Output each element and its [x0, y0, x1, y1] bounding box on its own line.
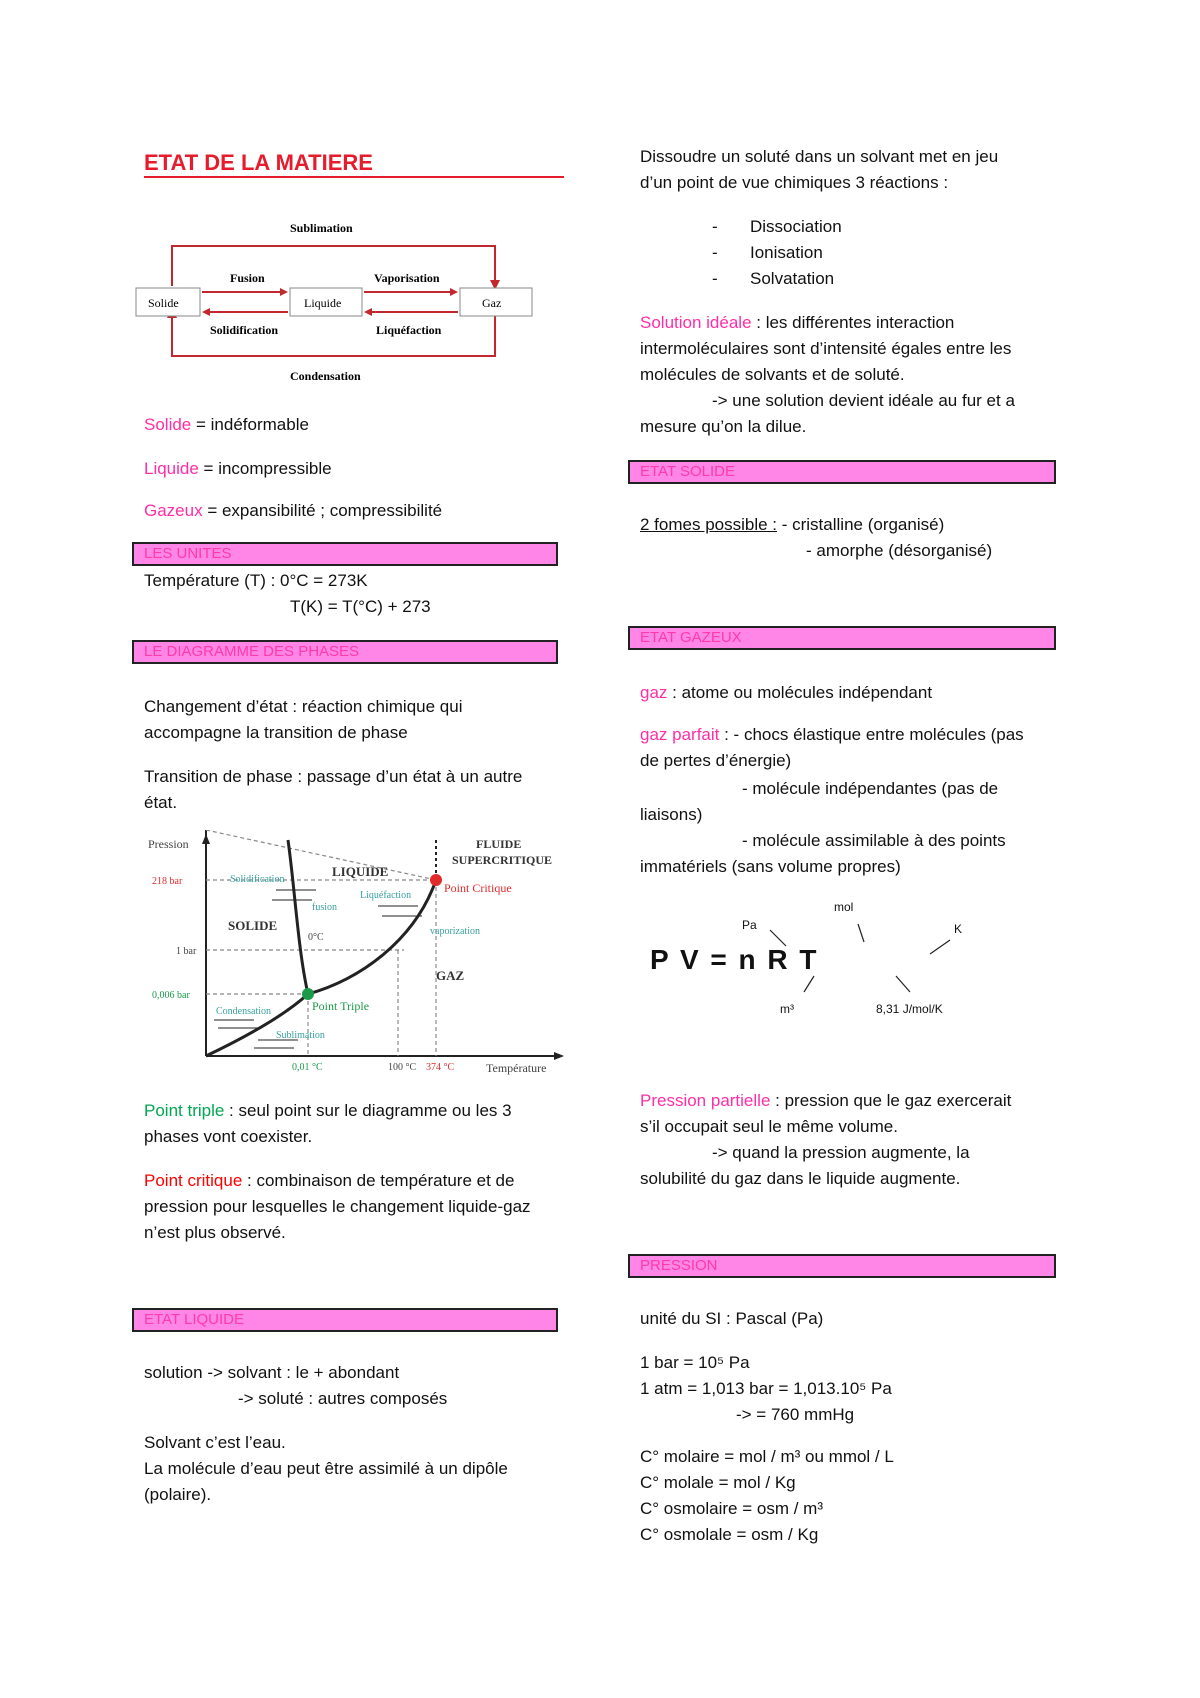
- pv-pa-label: Pa: [742, 918, 757, 932]
- changement-line-2: accompagne la transition de phase: [144, 723, 408, 742]
- si-line: unité du SI : Pascal (Pa): [640, 1309, 824, 1328]
- ideal-line-1: Solution idéale : les différentes interaction: [640, 313, 955, 332]
- point-critique-label: Point Critique: [444, 881, 512, 895]
- parfait-line-1: gaz parfait : - chocs élastique entre molécules (pas: [640, 725, 1024, 744]
- p-0006-label: 0,006 bar: [152, 990, 190, 1001]
- t-0-label: 0°C: [308, 932, 324, 943]
- t-001-label: 0,01 °C: [292, 1062, 323, 1073]
- changement-line-1: Changement d’état : réaction chimique qui: [144, 697, 463, 716]
- solution-line-1: solution -> solvant : le + abondant: [144, 1363, 400, 1382]
- fusion-arrow-label: fusion: [312, 902, 337, 913]
- reaction-2: Ionisation: [750, 243, 823, 262]
- sublimation-arrow-label: Sublimation: [276, 1030, 325, 1041]
- liquefaction-label: Liquéfaction: [376, 323, 442, 337]
- mmhg-line: -> = 760 mmHg: [736, 1405, 855, 1424]
- gaz-region-label: GAZ: [436, 968, 465, 983]
- x-axis-label: Température: [486, 1061, 547, 1075]
- section-header-liquide: ETAT LIQUIDE: [132, 1308, 558, 1332]
- c-line-4: C° osmolale = osm / Kg: [640, 1525, 819, 1544]
- point-triple-label: Point Triple: [312, 999, 370, 1013]
- point-critique-line-2: pression pour lesquelles le changement liquide-gaz: [144, 1197, 531, 1216]
- parfait-line-5: - molécule assimilable à des points: [742, 831, 1006, 850]
- point-critique-line-3: n’est plus observé.: [144, 1223, 286, 1242]
- box-solide-label: Solide: [148, 296, 179, 310]
- point-triple-line-2: phases vont coexister.: [144, 1127, 313, 1146]
- section-header-solide: ETAT SOLIDE: [628, 460, 1056, 484]
- formes-line-1: 2 fomes possible : - cristalline (organisé): [640, 515, 945, 534]
- def-solide: Solide = indéformable: [144, 415, 309, 434]
- ideal-line-3: molécules de solvants et de soluté.: [640, 365, 905, 384]
- solidification-arrow-label: Solidification: [230, 874, 285, 885]
- fusion-label: Fusion: [230, 271, 265, 285]
- pv-formula: P V = n R T: [650, 944, 819, 975]
- parfait-line-4: liaisons): [640, 805, 703, 824]
- reaction-2-dash: -: [712, 243, 718, 262]
- parfait-line-3: - molécule indépendantes (pas de: [742, 779, 999, 798]
- dipole-line-2: (polaire).: [144, 1485, 212, 1504]
- fluide-label: FLUIDE: [476, 837, 522, 851]
- t-100-label: 100 °C: [388, 1062, 417, 1073]
- parfait-line-6: immatériels (sans volume propres): [640, 857, 901, 876]
- point-critique-marker: [430, 874, 442, 886]
- page-title: ETAT DE LA MATIERE: [144, 150, 564, 178]
- condensation-label: Condensation: [290, 369, 361, 383]
- units-line-1: Température (T) : 0°C = 273K: [144, 571, 368, 590]
- solide-region-label: SOLIDE: [228, 918, 278, 933]
- units-line-2: T(K) = T(°C) + 273: [290, 597, 431, 616]
- solution-line-2: -> soluté : autres composés: [238, 1389, 448, 1408]
- partielle-line-3: -> quand la pression augmente, la: [712, 1143, 970, 1162]
- section-header-diagramme: LE DIAGRAMME DES PHASES: [132, 640, 558, 664]
- reaction-1: Dissociation: [750, 217, 842, 236]
- solvant-line: Solvant c’est l’eau.: [144, 1433, 286, 1452]
- p-1-label: 1 bar: [176, 946, 197, 957]
- pv-pointer-lines: [760, 920, 963, 1000]
- parfait-line-2: de pertes d’énergie): [640, 751, 792, 770]
- def-liquide: Liquide = incompressible: [144, 459, 332, 478]
- supercritique-label: SUPERCRITIQUE: [452, 853, 553, 867]
- point-critique-line-1: Point critique : combinaison de température et de: [144, 1171, 515, 1190]
- c-line-1: C° molaire = mol / m³ ou mmol / L: [640, 1447, 894, 1466]
- reaction-3-dash: -: [712, 269, 718, 288]
- liquide-region-label: LIQUIDE: [332, 864, 389, 879]
- condensation-arrow-label: Condensation: [216, 1006, 271, 1017]
- ideal-line-2: intermoléculaires sont d’intensité égales entre les: [640, 339, 1012, 358]
- reaction-1-dash: -: [712, 217, 718, 236]
- dipole-line-1: La molécule d’eau peut être assimilé à un dipôle: [144, 1459, 508, 1478]
- def-gazeux: Gazeux = expansibilité ; compressibilité: [144, 501, 443, 520]
- partielle-line-2: s’il occupait seul le même volume.: [640, 1117, 898, 1136]
- pv-k-label: K: [954, 922, 963, 936]
- transition-line-1: Transition de phase : passage d’un état à un autre: [144, 767, 523, 786]
- pv-m3-label: m³: [780, 1002, 794, 1016]
- partielle-line-4: solubilité du gaz dans le liquide augmente.: [640, 1169, 961, 1188]
- box-liquide-label: Liquide: [304, 296, 342, 310]
- section-header-unites: LES UNITES: [132, 542, 558, 566]
- phase-diagram: [140, 830, 570, 1080]
- partielle-line-1: Pression partielle : pression que le gaz exercerait: [640, 1091, 1012, 1110]
- formes-line-2: - amorphe (désorganisé): [806, 541, 993, 560]
- section-header-pression: PRESSION: [628, 1254, 1056, 1278]
- y-axis-label: Pression: [148, 837, 189, 851]
- pv-mol-label: mol: [834, 900, 854, 914]
- atm-line: 1 atm = 1,013 bar = 1,013.10⁵ Pa: [640, 1379, 892, 1398]
- liquefaction-arrow-label: Liquéfaction: [360, 890, 412, 901]
- sublimation-label: Sublimation: [290, 221, 353, 235]
- vaporization-arrow-label: vaporization: [430, 926, 480, 937]
- state-change-diagram: [130, 210, 550, 390]
- p-218-label: 218 bar: [152, 876, 183, 887]
- gaz-line: gaz : atome ou molécules indépendant: [640, 683, 933, 702]
- c-line-2: C° molale = mol / Kg: [640, 1473, 796, 1492]
- box-gaz-label: Gaz: [482, 296, 502, 310]
- vaporisation-label: Vaporisation: [374, 271, 440, 285]
- dissoudre-line-1: Dissoudre un soluté dans un solvant met en jeu: [640, 147, 999, 166]
- bar-line: 1 bar = 10⁵ Pa: [640, 1353, 750, 1372]
- section-header-gazeux: ETAT GAZEUX: [628, 626, 1056, 650]
- ideal-line-4: -> une solution devient idéale au fur et a: [712, 391, 1015, 410]
- point-triple-line-1: Point triple : seul point sur le diagramme ou les 3: [144, 1101, 512, 1120]
- dissoudre-line-2: d’un point de vue chimiques 3 réactions :: [640, 173, 949, 192]
- pv-r-label: 8,31 J/mol/K: [876, 1002, 943, 1016]
- ideal-line-5: mesure qu’on la dilue.: [640, 417, 807, 436]
- reaction-3: Solvatation: [750, 269, 835, 288]
- transition-line-2: état.: [144, 793, 178, 812]
- solidification-label: Solidification: [210, 323, 279, 337]
- t-374-label: 374 °C: [426, 1062, 455, 1073]
- c-line-3: C° osmolaire = osm / m³: [640, 1499, 823, 1518]
